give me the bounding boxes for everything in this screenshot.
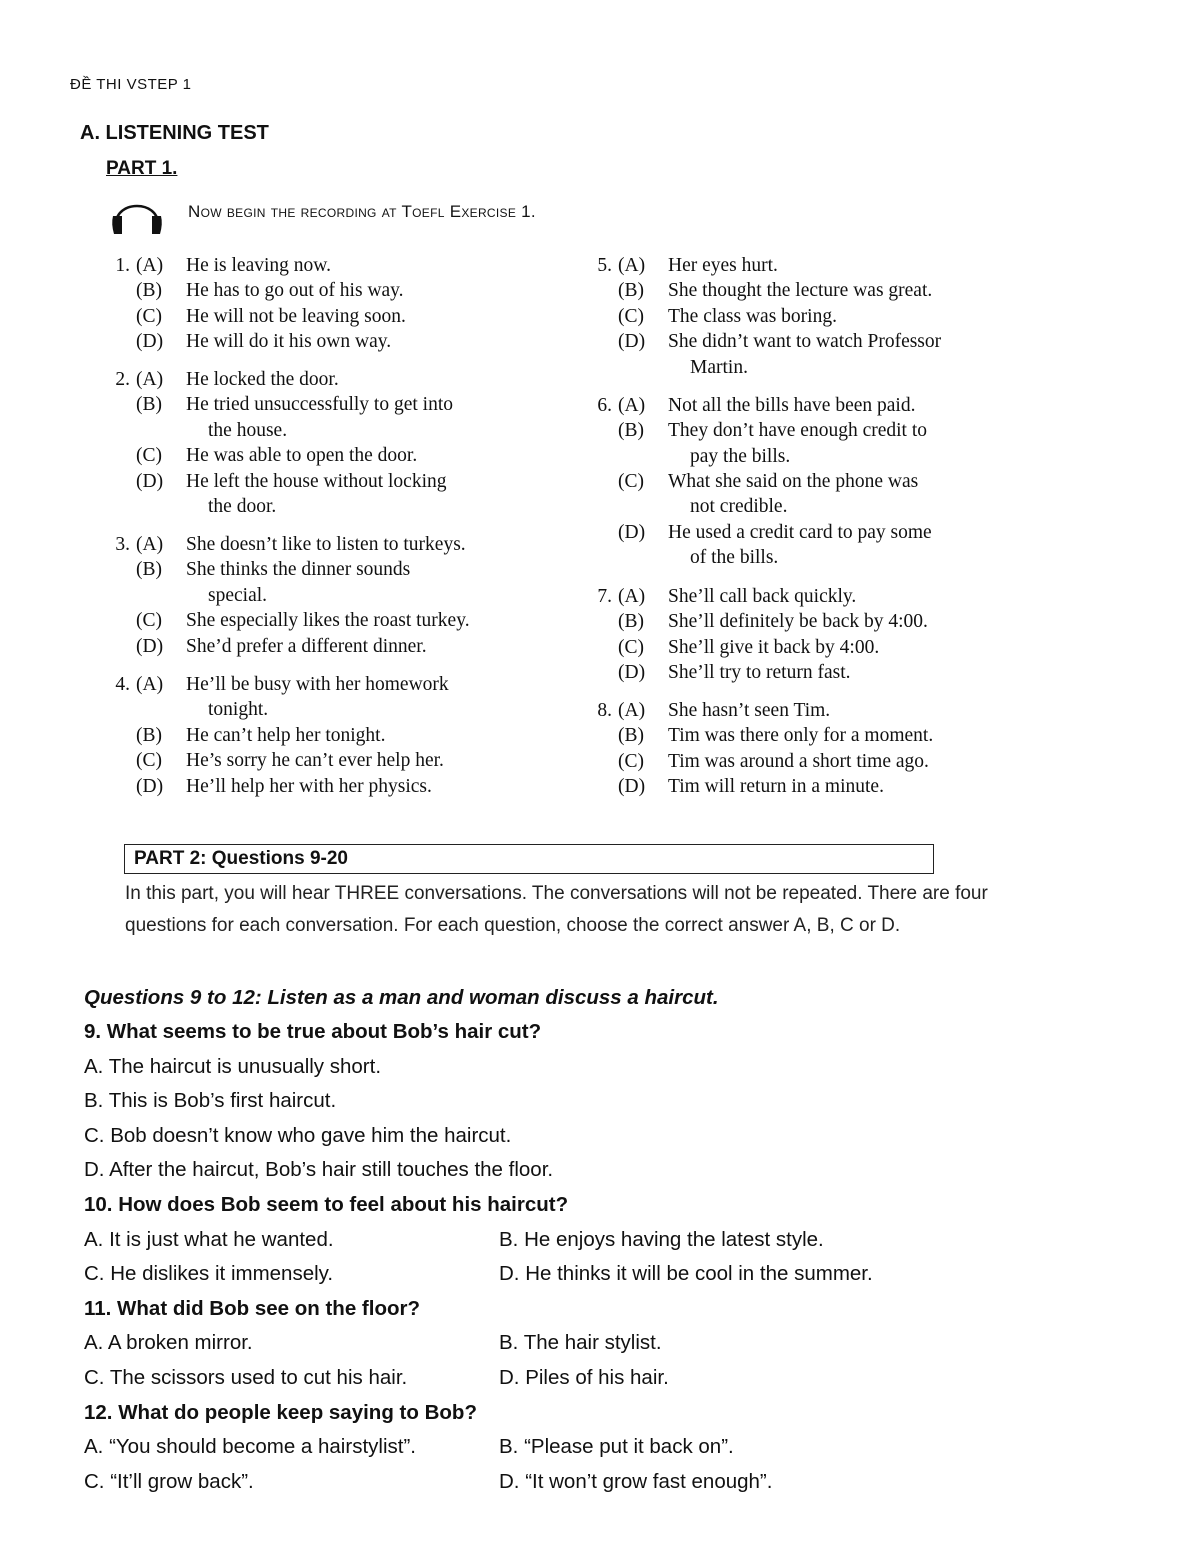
option-text: He used a credit card to pay some bbox=[668, 522, 932, 543]
option-text: She especially likes the roast turkey. bbox=[186, 610, 470, 632]
option-text: He’ll help her with her physics. bbox=[186, 775, 432, 797]
option-text: She doesn’t like to listen to turkeys. bbox=[186, 534, 466, 555]
option-line bbox=[100, 583, 570, 608]
answer-option: C. He dislikes it immensely. bbox=[84, 1262, 334, 1286]
option-line bbox=[582, 278, 1052, 303]
option-line bbox=[582, 698, 1052, 723]
section-title: A. LISTENING TEST bbox=[80, 122, 269, 144]
option-text: He was able to open the door. bbox=[186, 445, 418, 467]
answer-option: A. It is just what he wanted. bbox=[84, 1227, 334, 1251]
option-line bbox=[582, 584, 1052, 609]
option-text: She thinks the dinner sounds bbox=[186, 559, 411, 581]
option-text: not credible. bbox=[690, 496, 788, 518]
headphones-icon bbox=[110, 190, 164, 238]
answer-option: B. This is Bob’s first haircut. bbox=[84, 1089, 337, 1113]
option-line bbox=[582, 329, 1052, 354]
option-line bbox=[100, 532, 570, 557]
option-text: He is leaving now. bbox=[186, 255, 331, 276]
question-number: 4. bbox=[115, 674, 130, 695]
option-text: He tried unsuccessfully to get into bbox=[186, 394, 453, 416]
option-line bbox=[582, 774, 1052, 799]
answer-option: A. A broken mirror. bbox=[84, 1331, 253, 1355]
option-letter: (B) bbox=[618, 611, 644, 633]
option-text: He will not be leaving soon. bbox=[186, 305, 406, 327]
option-letter: (C) bbox=[618, 471, 644, 492]
answer-option: C. The scissors used to cut his hair. bbox=[84, 1366, 408, 1389]
answer-option: B. “Please put it back on”. bbox=[499, 1435, 734, 1459]
answer-option: B. He enjoys having the latest style. bbox=[499, 1227, 824, 1251]
option-line bbox=[582, 609, 1052, 634]
option-letter: (B) bbox=[618, 420, 644, 442]
answer-option: C. Bob doesn’t know who gave him the haircut. bbox=[84, 1123, 512, 1147]
option-letter: (B) bbox=[136, 724, 162, 746]
option-letter: (B) bbox=[136, 394, 162, 416]
recording-instruction: Now begin the recording at Toefl Exercise 1. bbox=[188, 202, 536, 221]
option-line bbox=[582, 660, 1052, 685]
option-letter: (C) bbox=[136, 305, 162, 327]
option-line bbox=[582, 253, 1052, 278]
option-line bbox=[100, 469, 570, 494]
option-text: They don’t have enough credit to bbox=[668, 420, 928, 442]
option-line bbox=[100, 494, 570, 519]
question-number: 3. bbox=[115, 534, 130, 555]
option-text: Tim will return in a minute. bbox=[668, 776, 884, 798]
option-text: Tim was around a short time ago. bbox=[668, 750, 929, 772]
option-letter: (C) bbox=[136, 750, 162, 772]
option-letter: (D) bbox=[136, 331, 164, 353]
option-text: He locked the door. bbox=[186, 369, 339, 390]
option-letter: (D) bbox=[618, 662, 646, 684]
option-line bbox=[582, 418, 1052, 443]
question-text: 10. How does Bob seem to feel about his haircut? bbox=[84, 1193, 569, 1216]
option-line bbox=[100, 748, 570, 773]
question-number: 1. bbox=[115, 255, 130, 276]
option-line bbox=[582, 723, 1052, 748]
option-line bbox=[100, 253, 570, 278]
option-letter: (B) bbox=[136, 280, 162, 302]
question-number: 6. bbox=[597, 395, 612, 416]
option-text: What she said on the phone was bbox=[668, 471, 919, 492]
option-text: The class was boring. bbox=[668, 305, 837, 327]
option-letter: (D) bbox=[136, 470, 164, 492]
option-letter: (B) bbox=[136, 559, 162, 581]
part1-left-column bbox=[100, 253, 570, 813]
option-line bbox=[100, 367, 570, 392]
option-letter: (A) bbox=[618, 700, 646, 721]
answer-option: D. After the haircut, Bob’s hair still touches the floor. bbox=[84, 1158, 554, 1182]
option-text: pay the bills. bbox=[690, 445, 791, 467]
option-text: the house. bbox=[208, 419, 288, 441]
option-letter: (A) bbox=[136, 369, 164, 390]
option-line bbox=[100, 723, 570, 748]
option-line bbox=[100, 557, 570, 582]
answer-option: D. Piles of his hair. bbox=[499, 1366, 669, 1389]
option-text: She didn’t want to watch Professor bbox=[668, 331, 942, 353]
part1-title: PART 1. bbox=[106, 158, 178, 179]
option-letter: (A) bbox=[618, 586, 646, 607]
option-text: tonight. bbox=[208, 699, 269, 721]
document-title: ĐỀ THI VSTEP 1 bbox=[70, 76, 192, 93]
option-text: She’ll try to return fast. bbox=[668, 662, 851, 684]
question-text: 11. What did Bob see on the floor? bbox=[84, 1296, 420, 1320]
answer-option: B. The hair stylist. bbox=[499, 1331, 662, 1355]
option-letter: (A) bbox=[618, 255, 646, 276]
option-letter: (C) bbox=[618, 636, 644, 658]
option-line bbox=[100, 634, 570, 659]
conversation-title: Questions 9 to 12: Listen as a man and woman discuss a haircut. bbox=[84, 986, 719, 1009]
option-letter: (D) bbox=[618, 331, 646, 353]
option-line bbox=[582, 635, 1052, 660]
option-text: She’ll call back quickly. bbox=[668, 586, 857, 607]
option-text: the door. bbox=[208, 496, 277, 517]
answer-option: A. “You should become a hairstylist”. bbox=[84, 1435, 416, 1459]
option-line bbox=[100, 443, 570, 468]
question-text: 9. What seems to be true about Bob’s hair cut? bbox=[84, 1020, 542, 1043]
option-line bbox=[582, 749, 1052, 774]
question-number: 2. bbox=[115, 369, 130, 390]
option-text: of the bills. bbox=[690, 547, 779, 569]
option-text: He will do it his own way. bbox=[186, 331, 392, 353]
option-text: Not all the bills have been paid. bbox=[668, 395, 916, 416]
option-text: Her eyes hurt. bbox=[668, 255, 778, 276]
option-line bbox=[100, 304, 570, 329]
option-line bbox=[582, 393, 1052, 418]
option-text: She’ll definitely be back by 4:00. bbox=[668, 611, 928, 633]
answer-option: C. “It’ll grow back”. bbox=[84, 1469, 254, 1493]
option-letter: (A) bbox=[618, 395, 646, 416]
option-letter: (A) bbox=[136, 674, 164, 695]
option-text: She’ll give it back by 4:00. bbox=[668, 636, 880, 658]
question-text: 12. What do people keep saying to Bob? bbox=[84, 1400, 477, 1424]
option-line bbox=[582, 469, 1052, 494]
part2-title: PART 2: Questions 9-20 bbox=[134, 848, 348, 869]
option-text: She thought the lecture was great. bbox=[668, 280, 933, 302]
option-text: He has to go out of his way. bbox=[186, 280, 404, 302]
option-letter: (C) bbox=[136, 445, 162, 467]
option-line bbox=[100, 329, 570, 354]
option-letter: (B) bbox=[618, 280, 644, 302]
option-text: She’d prefer a different dinner. bbox=[186, 635, 427, 657]
option-letter: (D) bbox=[136, 775, 164, 797]
option-line bbox=[582, 520, 1052, 545]
option-letter: (A) bbox=[136, 255, 164, 276]
option-line bbox=[582, 304, 1052, 329]
option-text: Tim was there only for a moment. bbox=[668, 725, 934, 747]
option-line bbox=[582, 545, 1052, 570]
question-number: 5. bbox=[597, 255, 612, 276]
answer-option: D. “It won’t grow fast enough”. bbox=[499, 1469, 773, 1493]
option-line bbox=[100, 697, 570, 722]
option-letter: (D) bbox=[618, 522, 646, 543]
option-line bbox=[100, 418, 570, 443]
option-line bbox=[100, 608, 570, 633]
part1-right-column bbox=[582, 253, 1052, 813]
option-line bbox=[100, 774, 570, 799]
option-text: Martin. bbox=[690, 356, 748, 378]
option-text: special. bbox=[208, 584, 268, 606]
part2-instructions: In this part, you will hear THREE conversations. The conversations will not be repeated. There are four questions for each conversation. For each question, choose the correct answer A, B, C or D. bbox=[125, 883, 988, 936]
option-line bbox=[582, 494, 1052, 519]
option-letter: (C) bbox=[618, 750, 644, 772]
question-number: 7. bbox=[597, 586, 612, 607]
question-number: 8. bbox=[597, 700, 612, 721]
answer-option: A. The haircut is unusually short. bbox=[84, 1054, 382, 1078]
option-letter: (C) bbox=[136, 610, 162, 632]
option-letter: (C) bbox=[618, 305, 644, 327]
option-text: He’s sorry he can’t ever help her. bbox=[186, 750, 444, 772]
answer-option: D. He thinks it will be cool in the summer. bbox=[499, 1262, 873, 1286]
option-letter: (B) bbox=[618, 725, 644, 747]
option-letter: (D) bbox=[618, 776, 646, 798]
option-text: She hasn’t seen Tim. bbox=[668, 700, 831, 721]
option-text: He’ll be busy with her homework bbox=[186, 674, 449, 695]
option-line bbox=[100, 672, 570, 697]
option-line bbox=[100, 278, 570, 303]
option-letter: (D) bbox=[136, 635, 164, 657]
option-text: He can’t help her tonight. bbox=[186, 724, 386, 746]
option-line bbox=[100, 392, 570, 417]
option-letter: (A) bbox=[136, 534, 164, 555]
option-line bbox=[582, 355, 1052, 380]
option-line bbox=[582, 444, 1052, 469]
option-text: He left the house without locking bbox=[186, 470, 447, 492]
